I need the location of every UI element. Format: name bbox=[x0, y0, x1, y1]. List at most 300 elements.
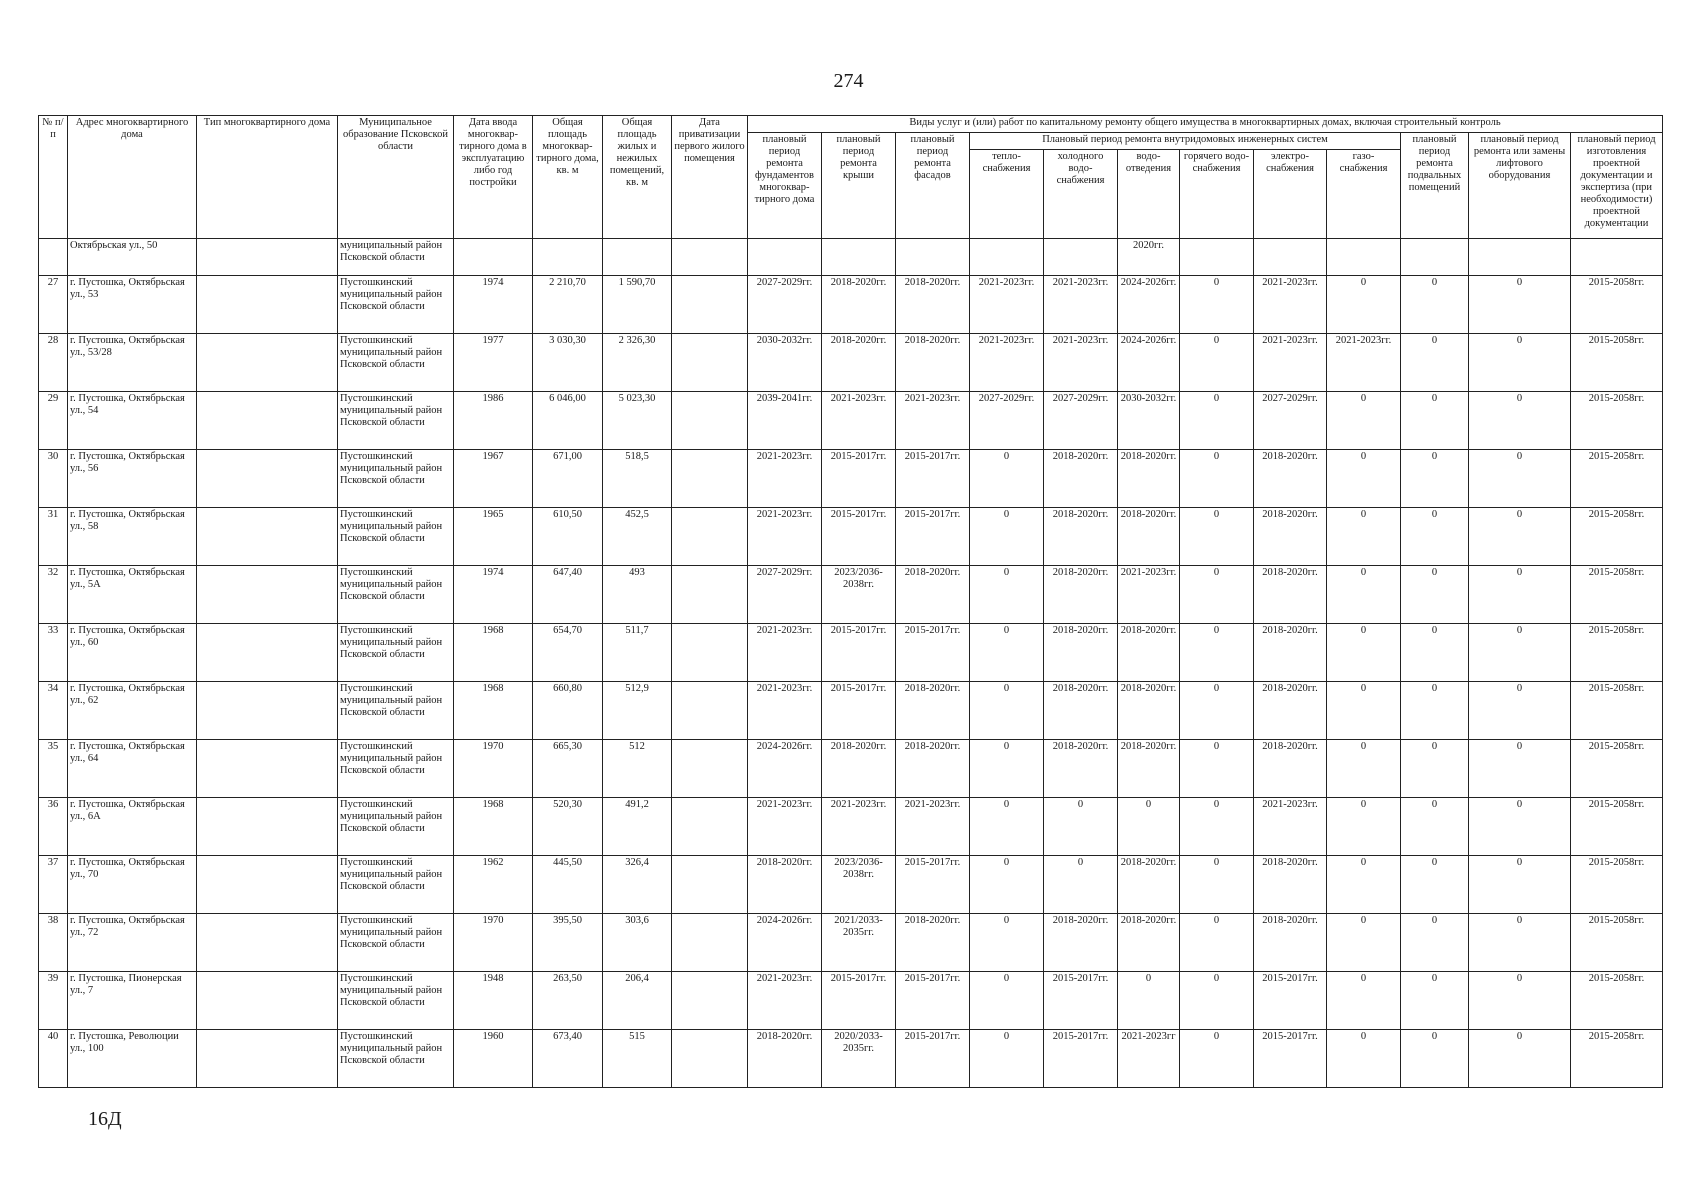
header-total-area: Общая площадь многоквар-тирного дома, кв. м bbox=[533, 116, 603, 239]
cell-facade: 2015-2017гг. bbox=[896, 508, 970, 566]
cell-heat: 0 bbox=[970, 856, 1044, 914]
cell-hot-water: 0 bbox=[1180, 682, 1254, 740]
table-row-partial bbox=[39, 239, 1663, 276]
cell-municipality: Пустошкинский муниципальный район Псковской области bbox=[338, 682, 454, 740]
header-municipality: Муниципальное образование Псковской области bbox=[338, 116, 454, 239]
cell-electric: 2018-2020гг. bbox=[1254, 682, 1327, 740]
cell-privatization bbox=[672, 334, 748, 392]
header-electric: электро-снабжения bbox=[1254, 150, 1327, 239]
cell-address: г. Пустошка, Революции ул., 100 bbox=[68, 1030, 197, 1088]
cell-foundation: 2018-2020гг. bbox=[748, 1030, 822, 1088]
cell-municipality: Пустошкинский муниципальный район Псковской области bbox=[338, 276, 454, 334]
cell-living-area: 5 023,30 bbox=[603, 392, 672, 450]
cell-basement: 0 bbox=[1401, 682, 1469, 740]
cell-electric: 2015-2017гг. bbox=[1254, 972, 1327, 1030]
cell-date: 1970 bbox=[454, 740, 533, 798]
cell-foundation: 2021-2023гг. bbox=[748, 972, 822, 1030]
cell-type bbox=[197, 450, 338, 508]
cell-electric: 2018-2020гг. bbox=[1254, 450, 1327, 508]
cell-num: 33 bbox=[39, 624, 68, 682]
cell-foundation: 2027-2029гг. bbox=[748, 566, 822, 624]
cell-heat: 0 bbox=[970, 508, 1044, 566]
cell-living-area: 515 bbox=[603, 1030, 672, 1088]
cell-electric: 2018-2020гг. bbox=[1254, 624, 1327, 682]
table-row bbox=[39, 392, 1663, 450]
header-roof: плановый период ремонта крыши bbox=[822, 133, 896, 239]
cell-address: г. Пустошка, Октябрьская ул., 53/28 bbox=[68, 334, 197, 392]
cell-foundation: 2021-2023гг. bbox=[748, 624, 822, 682]
capital-repair-table bbox=[38, 115, 1663, 1088]
cell-design: 2015-2058гг. bbox=[1571, 972, 1663, 1030]
cell-roof: 2023/2036-2038гг. bbox=[822, 566, 896, 624]
cell-privatization bbox=[672, 392, 748, 450]
cell-elevator: 0 bbox=[1469, 450, 1571, 508]
cell-cold-water: 2018-2020гг. bbox=[1044, 740, 1118, 798]
cell-roof: 2015-2017гг. bbox=[822, 450, 896, 508]
cell-electric: 2018-2020гг. bbox=[1254, 508, 1327, 566]
cell-electric: 2021-2023гг. bbox=[1254, 798, 1327, 856]
cell-date: 1970 bbox=[454, 914, 533, 972]
table-row bbox=[39, 508, 1663, 566]
cell-gas: 0 bbox=[1327, 1030, 1401, 1088]
table-row bbox=[39, 972, 1663, 1030]
cell-basement: 0 bbox=[1401, 508, 1469, 566]
table-row bbox=[39, 856, 1663, 914]
cell-elevator: 0 bbox=[1469, 392, 1571, 450]
cell-heat: 0 bbox=[970, 624, 1044, 682]
cell-foundation: 2024-2026гг. bbox=[748, 914, 822, 972]
cell-elevator: 0 bbox=[1469, 1030, 1571, 1088]
cell-foundation: 2030-2032гг. bbox=[748, 334, 822, 392]
cell-design: 2015-2058гг. bbox=[1571, 334, 1663, 392]
cell-electric: 2018-2020гг. bbox=[1254, 914, 1327, 972]
cell-heat: 0 bbox=[970, 450, 1044, 508]
cell-total-area: 665,30 bbox=[533, 740, 603, 798]
cell-basement: 0 bbox=[1401, 450, 1469, 508]
header-type: Тип многоквартирного дома bbox=[197, 116, 338, 239]
cell-type bbox=[197, 624, 338, 682]
cell-heat: 2021-2023гг. bbox=[970, 334, 1044, 392]
cell-hot-water: 0 bbox=[1180, 1030, 1254, 1088]
cell-foundation: 2027-2029гг. bbox=[748, 276, 822, 334]
cell-num: 30 bbox=[39, 450, 68, 508]
cell-type bbox=[197, 914, 338, 972]
cell-cold-water: 2021-2023гг. bbox=[1044, 276, 1118, 334]
cell-total-area: 647,40 bbox=[533, 566, 603, 624]
cell-gas: 0 bbox=[1327, 682, 1401, 740]
cell-num: 27 bbox=[39, 276, 68, 334]
cell-gas: 0 bbox=[1327, 450, 1401, 508]
cell-design: 2015-2058гг. bbox=[1571, 798, 1663, 856]
cell-roof: 2018-2020гг. bbox=[822, 740, 896, 798]
cell-num: 31 bbox=[39, 508, 68, 566]
cell-living-area: 303,6 bbox=[603, 914, 672, 972]
cell-sewer: 2030-2032гг. bbox=[1118, 392, 1180, 450]
cell-date: 1962 bbox=[454, 856, 533, 914]
cell-facade: 2015-2017гг. bbox=[896, 856, 970, 914]
header-privatization: Дата приватизации первого жилого помещения bbox=[672, 116, 748, 239]
cell-gas: 0 bbox=[1327, 740, 1401, 798]
cell-num: 32 bbox=[39, 566, 68, 624]
cell-facade: 2021-2023гг. bbox=[896, 392, 970, 450]
cell-date: 1986 bbox=[454, 392, 533, 450]
cell-date: 1974 bbox=[454, 276, 533, 334]
cell-type bbox=[197, 392, 338, 450]
header-elevator: плановый период ремонта или замены лифтового оборудования bbox=[1469, 133, 1571, 239]
cell-basement: 0 bbox=[1401, 392, 1469, 450]
cell-municipality: Пустошкинский муниципальный район Псковской области bbox=[338, 450, 454, 508]
cell-cold-water: 2018-2020гг. bbox=[1044, 566, 1118, 624]
header-num: № п/п bbox=[39, 116, 68, 239]
cell-sewer: 2021-2023гг bbox=[1118, 1030, 1180, 1088]
cell-sewer: 2018-2020гг. bbox=[1118, 682, 1180, 740]
cell-municipality: Пустошкинский муниципальный район Псковской области bbox=[338, 566, 454, 624]
cell-elevator: 0 bbox=[1469, 798, 1571, 856]
cell-basement: 0 bbox=[1401, 914, 1469, 972]
cell-living-area: 452,5 bbox=[603, 508, 672, 566]
cell-heat: 0 bbox=[970, 972, 1044, 1030]
cell-elevator: 0 bbox=[1469, 856, 1571, 914]
cell-gas: 0 bbox=[1327, 566, 1401, 624]
cell-basement: 0 bbox=[1401, 1030, 1469, 1088]
cell-facade: 2018-2020гг. bbox=[896, 682, 970, 740]
cell-foundation: 2024-2026гг. bbox=[748, 740, 822, 798]
cell-foundation: 2021-2023гг. bbox=[748, 450, 822, 508]
cell-hot-water: 0 bbox=[1180, 856, 1254, 914]
cell-municipality: Пустошкинский муниципальный район Псковской области bbox=[338, 624, 454, 682]
cell-facade: 2015-2017гг. bbox=[896, 624, 970, 682]
cell-num: 37 bbox=[39, 856, 68, 914]
cell-electric: 2015-2017гг. bbox=[1254, 1030, 1327, 1088]
header-facade: плановый период ремонта фасадов bbox=[896, 133, 970, 239]
header-heat: тепло-снабжения bbox=[970, 150, 1044, 239]
cell-total-area: 660,80 bbox=[533, 682, 603, 740]
header-living-area: Общая площадь жилых и нежилых помещений, кв. м bbox=[603, 116, 672, 239]
cell-gas: 0 bbox=[1327, 856, 1401, 914]
table-row bbox=[39, 566, 1663, 624]
cell-basement: 0 bbox=[1401, 624, 1469, 682]
cell-type bbox=[197, 276, 338, 334]
cell-type bbox=[197, 798, 338, 856]
cell-facade: 2018-2020гг. bbox=[896, 566, 970, 624]
cell-basement: 0 bbox=[1401, 798, 1469, 856]
cell-design: 2015-2058гг. bbox=[1571, 450, 1663, 508]
cell-heat: 2021-2023гг. bbox=[970, 276, 1044, 334]
cell-privatization bbox=[672, 508, 748, 566]
cell-municipality: Пустошкинский муниципальный район Псковской области bbox=[338, 856, 454, 914]
cell-address: г. Пустошка, Октябрьская ул., 6А bbox=[68, 798, 197, 856]
cell-elevator: 0 bbox=[1469, 334, 1571, 392]
cell-hot-water: 0 bbox=[1180, 740, 1254, 798]
cell-elevator: 0 bbox=[1469, 682, 1571, 740]
cell-basement: 0 bbox=[1401, 334, 1469, 392]
cell-privatization bbox=[672, 450, 748, 508]
cell-sewer: 2018-2020гг. bbox=[1118, 740, 1180, 798]
cell-cold-water: 2018-2020гг. bbox=[1044, 450, 1118, 508]
cell-cold-water: 0 bbox=[1044, 798, 1118, 856]
cell-living-area: 206,4 bbox=[603, 972, 672, 1030]
cell-design: 2015-2058гг. bbox=[1571, 1030, 1663, 1088]
cell-electric: 2021-2023гг. bbox=[1254, 334, 1327, 392]
cell-living-area: 491,2 bbox=[603, 798, 672, 856]
cell-sewer: 2024-2026гг. bbox=[1118, 276, 1180, 334]
cell-type bbox=[197, 856, 338, 914]
header-hot-water: горячего водо-снабжения bbox=[1180, 150, 1254, 239]
cell-address: г. Пустошка, Октябрьская ул., 62 bbox=[68, 682, 197, 740]
cell-privatization bbox=[672, 856, 748, 914]
cell-elevator: 0 bbox=[1469, 624, 1571, 682]
cell-heat: 0 bbox=[970, 914, 1044, 972]
cell-cold-water: 2015-2017гг. bbox=[1044, 1030, 1118, 1088]
cell-facade: 2018-2020гг. bbox=[896, 740, 970, 798]
cell-date: 1968 bbox=[454, 798, 533, 856]
cell-num: 39 bbox=[39, 972, 68, 1030]
cell-design: 2015-2058гг. bbox=[1571, 392, 1663, 450]
cell-living-area: 518,5 bbox=[603, 450, 672, 508]
cell-hot-water: 0 bbox=[1180, 914, 1254, 972]
cell-design: 2015-2058гг. bbox=[1571, 508, 1663, 566]
header-gas: газо-снабжения bbox=[1327, 150, 1401, 239]
cell-address: г. Пустошка, Пионерская ул., 7 bbox=[68, 972, 197, 1030]
header-address: Адрес многоквартирного дома bbox=[68, 116, 197, 239]
cell-privatization bbox=[672, 798, 748, 856]
cell-privatization bbox=[672, 624, 748, 682]
cell-basement: 0 bbox=[1401, 740, 1469, 798]
cell-municipality: Пустошкинский муниципальный район Псковской области bbox=[338, 972, 454, 1030]
cell-elevator: 0 bbox=[1469, 508, 1571, 566]
cell-heat: 0 bbox=[970, 566, 1044, 624]
cell-date: 1968 bbox=[454, 624, 533, 682]
cell-municipality: Пустошкинский муниципальный район Псковской области bbox=[338, 740, 454, 798]
cell-date: 1968 bbox=[454, 682, 533, 740]
cell-privatization bbox=[672, 972, 748, 1030]
cell-gas: 0 bbox=[1327, 798, 1401, 856]
cell-total-area: 610,50 bbox=[533, 508, 603, 566]
cell-heat: 0 bbox=[970, 682, 1044, 740]
header-engineering-group: Плановый период ремонта внутридомовых инженерных систем bbox=[970, 133, 1401, 150]
cell-heat: 2027-2029гг. bbox=[970, 392, 1044, 450]
cell-design: 2015-2058гг. bbox=[1571, 740, 1663, 798]
cell-sewer: 2024-2026гг. bbox=[1118, 334, 1180, 392]
cell-privatization bbox=[672, 276, 748, 334]
cell-address: г. Пустошка, Октябрьская ул., 56 bbox=[68, 450, 197, 508]
cell-type bbox=[197, 566, 338, 624]
cell-living-area: 2 326,30 bbox=[603, 334, 672, 392]
cell-basement: 0 bbox=[1401, 856, 1469, 914]
cell-municipality: Пустошкинский муниципальный район Псковской области bbox=[338, 392, 454, 450]
cell-address: г. Пустошка, Октябрьская ул., 5А bbox=[68, 566, 197, 624]
cell-total-area: 673,40 bbox=[533, 1030, 603, 1088]
cell-municipality: Пустошкинский муниципальный район Псковской области bbox=[338, 798, 454, 856]
cell-elevator: 0 bbox=[1469, 914, 1571, 972]
cell-num: 34 bbox=[39, 682, 68, 740]
cell-total-area: 445,50 bbox=[533, 856, 603, 914]
cell-total-area: 263,50 bbox=[533, 972, 603, 1030]
cell-living-area: 512 bbox=[603, 740, 672, 798]
cell-hot-water: 0 bbox=[1180, 334, 1254, 392]
cell-heat: 0 bbox=[970, 740, 1044, 798]
cell-hot-water: 0 bbox=[1180, 450, 1254, 508]
cell-elevator: 0 bbox=[1469, 276, 1571, 334]
header-foundation: плановый период ремонта фундаментов многоквар-тирного дома bbox=[748, 133, 822, 239]
cell-address: г. Пустошка, Октябрьская ул., 70 bbox=[68, 856, 197, 914]
cell-design: 2015-2058гг. bbox=[1571, 624, 1663, 682]
header-works-group: Виды услуг и (или) работ по капитальному ремонту общего имущества в многоквартирных домах, включая строительный контроль bbox=[748, 116, 1663, 133]
header-date: Дата ввода многоквар-тирного дома в эксплуатацию либо год постройки bbox=[454, 116, 533, 239]
cell-elevator: 0 bbox=[1469, 566, 1571, 624]
table-row bbox=[39, 624, 1663, 682]
table-row bbox=[39, 798, 1663, 856]
table-row bbox=[39, 1030, 1663, 1088]
cell-living-area: 511,7 bbox=[603, 624, 672, 682]
cell-heat: 0 bbox=[970, 1030, 1044, 1088]
cell-privatization bbox=[672, 740, 748, 798]
cell-basement: 0 bbox=[1401, 972, 1469, 1030]
cell-address: г. Пустошка, Октябрьская ул., 64 bbox=[68, 740, 197, 798]
cell-design: 2015-2058гг. bbox=[1571, 914, 1663, 972]
cell-privatization bbox=[672, 1030, 748, 1088]
cell-cold-water: 2018-2020гг. bbox=[1044, 508, 1118, 566]
cell-cold-water: 0 bbox=[1044, 856, 1118, 914]
cell-roof: 2021-2023гг. bbox=[822, 798, 896, 856]
cell-living-area: 512,9 bbox=[603, 682, 672, 740]
cell-type bbox=[197, 508, 338, 566]
cell-hot-water: 0 bbox=[1180, 276, 1254, 334]
cell-cold-water: 2021-2023гг. bbox=[1044, 334, 1118, 392]
cell-municipality: Пустошкинский муниципальный район Псковской области bbox=[338, 1030, 454, 1088]
cell-type bbox=[197, 972, 338, 1030]
cell-roof: 2015-2017гг. bbox=[822, 624, 896, 682]
cell-sewer: 2018-2020гг. bbox=[1118, 450, 1180, 508]
cell-facade: 2015-2017гг. bbox=[896, 450, 970, 508]
cell-roof: 2023/2036-2038гг. bbox=[822, 856, 896, 914]
cell-total-area: 2 210,70 bbox=[533, 276, 603, 334]
cell-design: 2015-2058гг. bbox=[1571, 856, 1663, 914]
cell-num: 29 bbox=[39, 392, 68, 450]
cell-foundation: 2039-2041гг. bbox=[748, 392, 822, 450]
cell-address: г. Пустошка, Октябрьская ул., 60 bbox=[68, 624, 197, 682]
cell-foundation: 2018-2020гг. bbox=[748, 856, 822, 914]
header-cold-water: холодного водо-снабжения bbox=[1044, 150, 1118, 239]
cell-municipality: Пустошкинский муниципальный район Псковской области bbox=[338, 914, 454, 972]
cell-cold-water: 2015-2017гг. bbox=[1044, 972, 1118, 1030]
cell-address: г. Пустошка, Октябрьская ул., 72 bbox=[68, 914, 197, 972]
table-row bbox=[39, 914, 1663, 972]
cell-date: 1974 bbox=[454, 566, 533, 624]
cell-sewer: 2020гг. bbox=[1118, 239, 1180, 276]
cell-address: Октябрьская ул., 50 bbox=[68, 239, 197, 276]
cell-facade: 2015-2017гг. bbox=[896, 972, 970, 1030]
cell-date: 1967 bbox=[454, 450, 533, 508]
cell-sewer: 2018-2020гг. bbox=[1118, 914, 1180, 972]
footer-code: 16Д bbox=[88, 1108, 122, 1130]
cell-total-area: 520,30 bbox=[533, 798, 603, 856]
cell-total-area: 6 046,00 bbox=[533, 392, 603, 450]
cell-foundation: 2021-2023гг. bbox=[748, 798, 822, 856]
cell-roof: 2021-2023гг. bbox=[822, 392, 896, 450]
cell-gas: 0 bbox=[1327, 392, 1401, 450]
cell-electric: 2018-2020гг. bbox=[1254, 740, 1327, 798]
cell-roof: 2021/2033-2035гг. bbox=[822, 914, 896, 972]
cell-cold-water: 2018-2020гг. bbox=[1044, 624, 1118, 682]
cell-hot-water: 0 bbox=[1180, 508, 1254, 566]
cell-type bbox=[197, 334, 338, 392]
cell-address: г. Пустошка, Октябрьская ул., 54 bbox=[68, 392, 197, 450]
cell-hot-water: 0 bbox=[1180, 566, 1254, 624]
cell-hot-water: 0 bbox=[1180, 972, 1254, 1030]
cell-sewer: 2018-2020гг. bbox=[1118, 508, 1180, 566]
cell-sewer: 0 bbox=[1118, 972, 1180, 1030]
cell-living-area: 493 bbox=[603, 566, 672, 624]
cell-facade: 2015-2017гг. bbox=[896, 1030, 970, 1088]
cell-num: 40 bbox=[39, 1030, 68, 1088]
cell-sewer: 2018-2020гг. bbox=[1118, 856, 1180, 914]
cell-cold-water: 2027-2029гг. bbox=[1044, 392, 1118, 450]
cell-municipality: Пустошкинский муниципальный район Псковской области bbox=[338, 334, 454, 392]
cell-date: 1960 bbox=[454, 1030, 533, 1088]
cell-address: г. Пустошка, Октябрьская ул., 58 bbox=[68, 508, 197, 566]
cell-num: 38 bbox=[39, 914, 68, 972]
cell-facade: 2018-2020гг. bbox=[896, 334, 970, 392]
cell-gas: 0 bbox=[1327, 508, 1401, 566]
table-row bbox=[39, 740, 1663, 798]
cell-design: 2015-2058гг. bbox=[1571, 566, 1663, 624]
cell-foundation: 2021-2023гг. bbox=[748, 682, 822, 740]
cell-roof: 2018-2020гг. bbox=[822, 276, 896, 334]
cell-type bbox=[197, 682, 338, 740]
cell-electric: 2018-2020гг. bbox=[1254, 856, 1327, 914]
cell-sewer: 0 bbox=[1118, 798, 1180, 856]
header-design: плановый период изготовления проектной документации и экспертиза (при необходимости) проектной документации bbox=[1571, 133, 1663, 239]
cell-hot-water: 0 bbox=[1180, 624, 1254, 682]
cell-gas: 0 bbox=[1327, 276, 1401, 334]
table-row bbox=[39, 334, 1663, 392]
cell-gas: 0 bbox=[1327, 914, 1401, 972]
cell-sewer: 2018-2020гг. bbox=[1118, 624, 1180, 682]
cell-roof: 2015-2017гг. bbox=[822, 508, 896, 566]
cell-basement: 0 bbox=[1401, 276, 1469, 334]
cell-living-area: 326,4 bbox=[603, 856, 672, 914]
cell-privatization bbox=[672, 566, 748, 624]
cell-facade: 2018-2020гг. bbox=[896, 914, 970, 972]
cell-foundation: 2021-2023гг. bbox=[748, 508, 822, 566]
cell-municipality: муниципальный район Псковской области bbox=[338, 239, 454, 276]
header-basement: плановый период ремонта подвальных помещений bbox=[1401, 133, 1469, 239]
cell-gas: 0 bbox=[1327, 972, 1401, 1030]
table-row bbox=[39, 450, 1663, 508]
cell-date: 1948 bbox=[454, 972, 533, 1030]
header-sewer: водо-отведения bbox=[1118, 150, 1180, 239]
cell-basement: 0 bbox=[1401, 566, 1469, 624]
cell-design: 2015-2058гг. bbox=[1571, 682, 1663, 740]
cell-num: 35 bbox=[39, 740, 68, 798]
cell-hot-water: 0 bbox=[1180, 392, 1254, 450]
table-row bbox=[39, 682, 1663, 740]
cell-electric: 2027-2029гг. bbox=[1254, 392, 1327, 450]
cell-facade: 2021-2023гг. bbox=[896, 798, 970, 856]
cell-hot-water: 0 bbox=[1180, 798, 1254, 856]
cell-design: 2015-2058гг. bbox=[1571, 276, 1663, 334]
cell-cold-water: 2018-2020гг. bbox=[1044, 914, 1118, 972]
cell-type bbox=[197, 1030, 338, 1088]
cell-elevator: 0 bbox=[1469, 740, 1571, 798]
cell-heat: 0 bbox=[970, 798, 1044, 856]
cell-municipality: Пустошкинский муниципальный район Псковской области bbox=[338, 508, 454, 566]
cell-total-area: 654,70 bbox=[533, 624, 603, 682]
cell-date: 1965 bbox=[454, 508, 533, 566]
cell-privatization bbox=[672, 914, 748, 972]
cell-roof: 2015-2017гг. bbox=[822, 682, 896, 740]
